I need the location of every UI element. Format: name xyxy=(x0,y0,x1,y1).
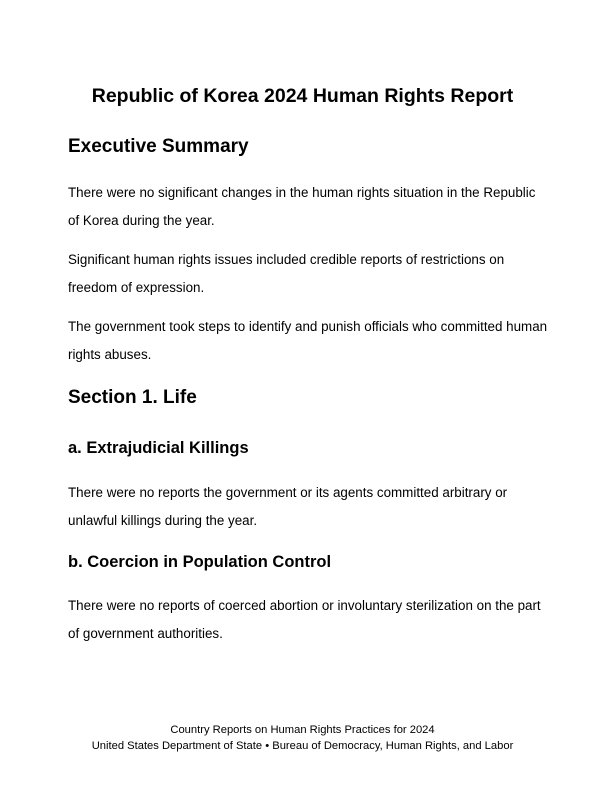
subsection-a-text: There were no reports the government or its agents committed arbitrary or unlawful killings during the year. xyxy=(68,485,508,528)
subsection-b-text: There were no reports of coerced abortion or involuntary sterilization on the part of government authorities. xyxy=(68,598,541,641)
section-1-heading: Section 1. Life xyxy=(68,387,197,408)
subsection-b-heading: b. Coercion in Population Control xyxy=(68,553,332,571)
summary-paragraph-1: There were no significant changes in the human rights situation in the Republic of Korea during the year. xyxy=(68,185,536,228)
summary-paragraph-3: The government took steps to identify and punish officials who committed human rights abuses. xyxy=(68,319,548,362)
subsection-a-heading: a. Extrajudicial Killings xyxy=(68,439,249,457)
document-title: Republic of Korea 2024 Human Rights Report xyxy=(91,85,514,107)
summary-paragraph-2: Significant human rights issues included credible reports of restrictions on freedom of expression. xyxy=(68,252,505,295)
footer-department: United States Department of State • Bureau of Democracy, Human Rights, and Labor xyxy=(91,740,514,752)
executive-summary-heading: Executive Summary xyxy=(68,136,249,157)
footer-report-title: Country Reports on Human Rights Practices for 2024 xyxy=(170,724,435,736)
